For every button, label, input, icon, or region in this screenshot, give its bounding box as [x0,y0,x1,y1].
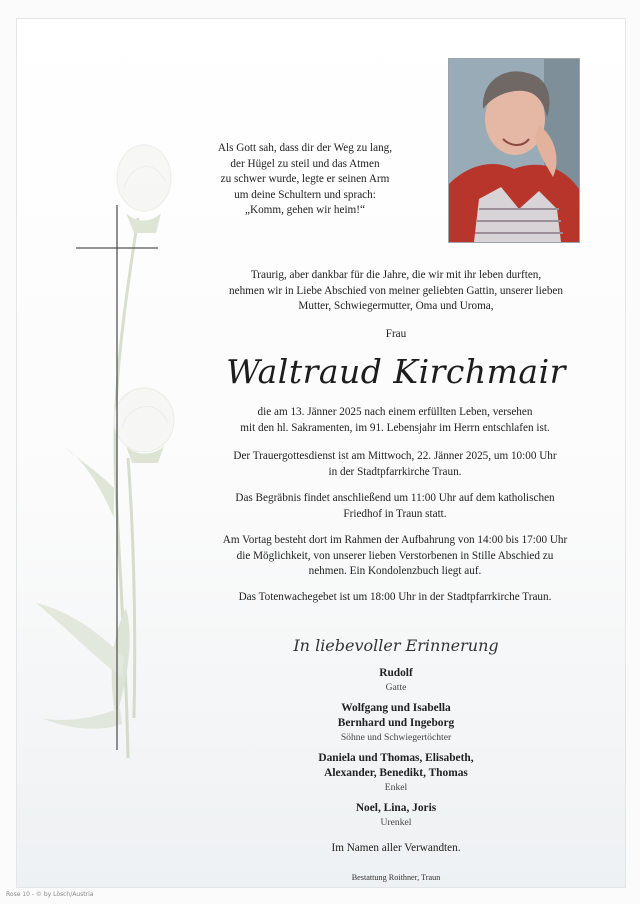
undertaker: Bestattung Roithner, Traun [351,873,441,882]
death-notice-line: mit den hl. Sakramenten, im 91. Lebensjahr im Herrn entschlafen ist. [240,421,550,434]
image-credit: Rose 10 - © by Lösch/Austria [6,891,94,898]
deceased-name: Waltraud Kirchmair [226,352,566,391]
wake-info: Das Totenwachegebet ist um 18:00 Uhr in der Stadtpfarrkirche Traun. [238,591,552,603]
viewing-line: Am Vortag besteht dort im Rahmen der Aufbahrung von 14:00 bis 17:00 Uhr [222,534,568,546]
salutation: Frau [385,328,407,340]
portrait-photo [448,58,580,243]
poem-line: zu schwer wurde, legte er seinen Arm [220,173,390,186]
poem-line: um deine Schultern und sprach: [234,188,376,201]
mourner-group [196,751,596,795]
mourner-group [196,801,596,830]
mourner-group [196,701,596,745]
mourner-name: Wolfgang und Isabella [341,702,451,714]
mourner-name: Bernhard und Ingeborg [337,717,455,730]
intro-line: Mutter, Schwiegermutter, Oma und Uroma, [298,300,494,313]
intro-line: Traurig, aber dankbar für die Jahre, die wir mit ihr leben durften, [250,269,542,281]
death-notice [190,405,600,436]
mourner-name: Noel, Lina, Joris [355,802,437,814]
mourner-role: Enkel [384,782,408,794]
death-notice-line: die am 13. Jänner 2025 nach einem erfüllten Leben, versehen [257,406,533,418]
viewing-info [190,533,600,580]
poem [160,141,450,219]
burial-line: Das Begräbnis findet anschließend um 11:00 Uhr auf dem katholischen [235,492,555,504]
closing-line: Im Namen aller Verwandten. [331,842,461,854]
intro-text [196,268,596,315]
intro-line: nehmen wir in Liebe Abschied von meiner geliebten Gattin, unserer lieben [229,284,563,297]
mourner-name: Alexander, Benedikt, Thomas [324,767,468,780]
mourner-role: Urenkel [380,817,412,829]
poem-line: „Komm, gehen wir heim!“ [245,204,365,217]
mourner-group [196,666,596,695]
mourner-role: Söhne und Schwiegertöchter [340,732,452,744]
poem-line: Als Gott sah, dass dir der Weg zu lang, [217,142,393,154]
service-line: in der Stadtpfarrkirche Traun. [328,465,462,478]
memory-heading: In liebevoller Erinnerung [293,636,499,655]
burial-info [190,491,600,522]
viewing-line: die Möglichkeit, von unserer lieben Verstorbenen in Stille Abschied zu [236,549,554,562]
cross-icon [70,200,170,760]
mourner-name: Daniela und Thomas, Elisabeth, [318,752,474,764]
service-info [190,449,600,480]
burial-line: Friedhof in Traun statt. [343,507,447,520]
viewing-line: nehmen. Ein Kondolenzbuch liegt auf. [308,565,482,578]
mourner-name: Rudolf [379,667,413,679]
poem-line: der Hügel zu steil und das Atmen [230,157,380,170]
portrait-illustration [449,59,579,242]
service-line: Der Trauergottesdienst ist am Mittwoch, 22. Jänner 2025, um 10:00 Uhr [233,450,557,462]
mourner-role: Gatte [385,682,407,694]
